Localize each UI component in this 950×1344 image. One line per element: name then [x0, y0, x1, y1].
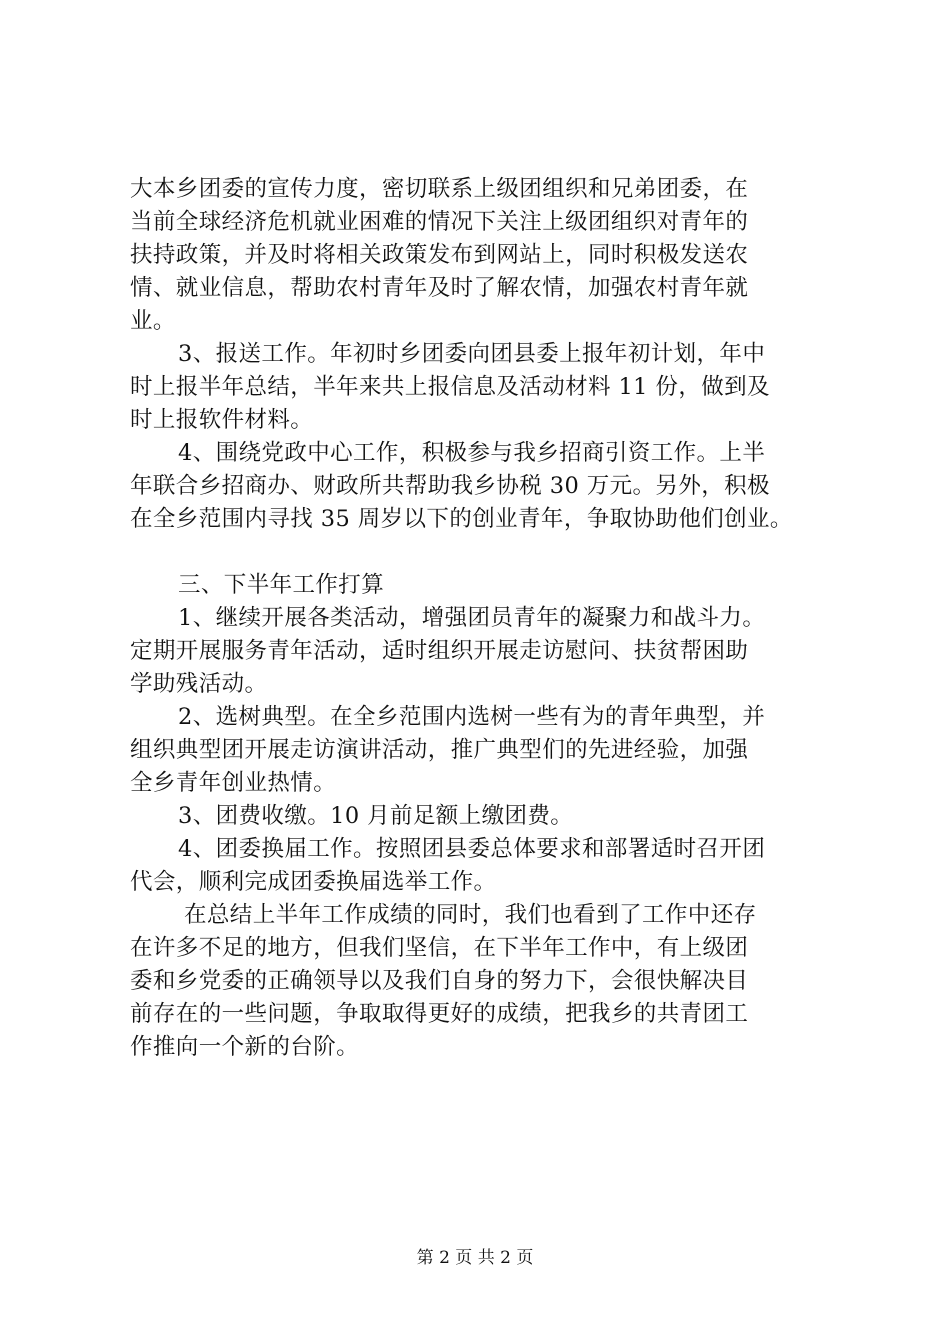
text-line: 当前全球经济危机就业困难的情况下关注上级团组织对青年的 — [130, 209, 749, 235]
document-body — [130, 173, 830, 1064]
paragraph-gap — [130, 536, 830, 569]
text-line: 情、就业信息，帮助农村青年及时了解农情，加强农村青年就 — [130, 275, 749, 301]
paragraph-plan-3: 3、团费收缴。10 月前足额上缴团费。 — [178, 803, 574, 829]
text-line: 时上报半年总结，半年来共上报信息及活动材料 11 份，做到及 — [130, 374, 770, 400]
text-line: 1、继续开展各类活动，增强团员青年的凝聚力和战斗力。 — [178, 605, 766, 631]
text-line: 时上报软件材料。 — [130, 407, 314, 433]
text-line: 3、报送工作。年初时乡团委向团县委上报年初计划，年中 — [178, 341, 766, 367]
paragraph-plan-1 — [130, 602, 830, 701]
text-line: 在全乡范围内寻找 35 周岁以下的创业青年，争取协助他们创业。 — [130, 506, 793, 532]
paragraph-conclusion — [130, 899, 830, 1064]
text-line: 在许多不足的地方，但我们坚信，在下半年工作中，有上级团 — [130, 935, 749, 961]
text-line: 2、选树典型。在全乡范围内选树一些有为的青年典型，并 — [178, 704, 766, 730]
text-line: 前存在的一些问题，争取取得更好的成绩，把我乡的共青团工 — [130, 1001, 749, 1027]
page-footer: 第 2 页 共 2 页 — [416, 1248, 534, 1268]
text-line: 扶持政策，并及时将相关政策发布到网站上，同时积极发送农 — [130, 242, 749, 268]
text-line: 在总结上半年工作成绩的同时，我们也看到了工作中还存 — [184, 902, 757, 928]
paragraph-plan-4 — [130, 833, 830, 899]
text-line: 业。 — [130, 308, 176, 334]
text-line: 4、围绕党政中心工作，积极参与我乡招商引资工作。上半 — [178, 440, 766, 466]
paragraph-plan-2 — [130, 701, 830, 800]
text-line: 代会，顺利完成团委换届选举工作。 — [130, 869, 497, 895]
text-line: 大本乡团委的宣传力度，密切联系上级团组织和兄弟团委，在 — [130, 176, 749, 202]
text-line: 组织典型团开展走访演讲活动，推广典型们的先进经验，加强 — [130, 737, 749, 763]
text-line: 委和乡党委的正确领导以及我们自身的努力下，会很快解决目 — [130, 968, 749, 994]
text-line: 定期开展服务青年活动，适时组织开展走访慰问、扶贫帮困助 — [130, 638, 749, 664]
paragraph-item-4-investment — [130, 437, 830, 536]
text-line: 作推向一个新的台阶。 — [130, 1034, 360, 1060]
section-heading: 三、下半年工作打算 — [178, 572, 385, 598]
paragraph-item-3-reporting — [130, 338, 830, 437]
paragraph-publicity — [130, 173, 830, 338]
text-line: 年联合乡招商办、财政所共帮助我乡协税 30 万元。另外，积极 — [130, 473, 770, 499]
text-line: 学助残活动。 — [130, 671, 268, 697]
text-line: 全乡青年创业热情。 — [130, 770, 337, 796]
text-line: 4、团委换届工作。按照团县委总体要求和部署适时召开团 — [178, 836, 766, 862]
